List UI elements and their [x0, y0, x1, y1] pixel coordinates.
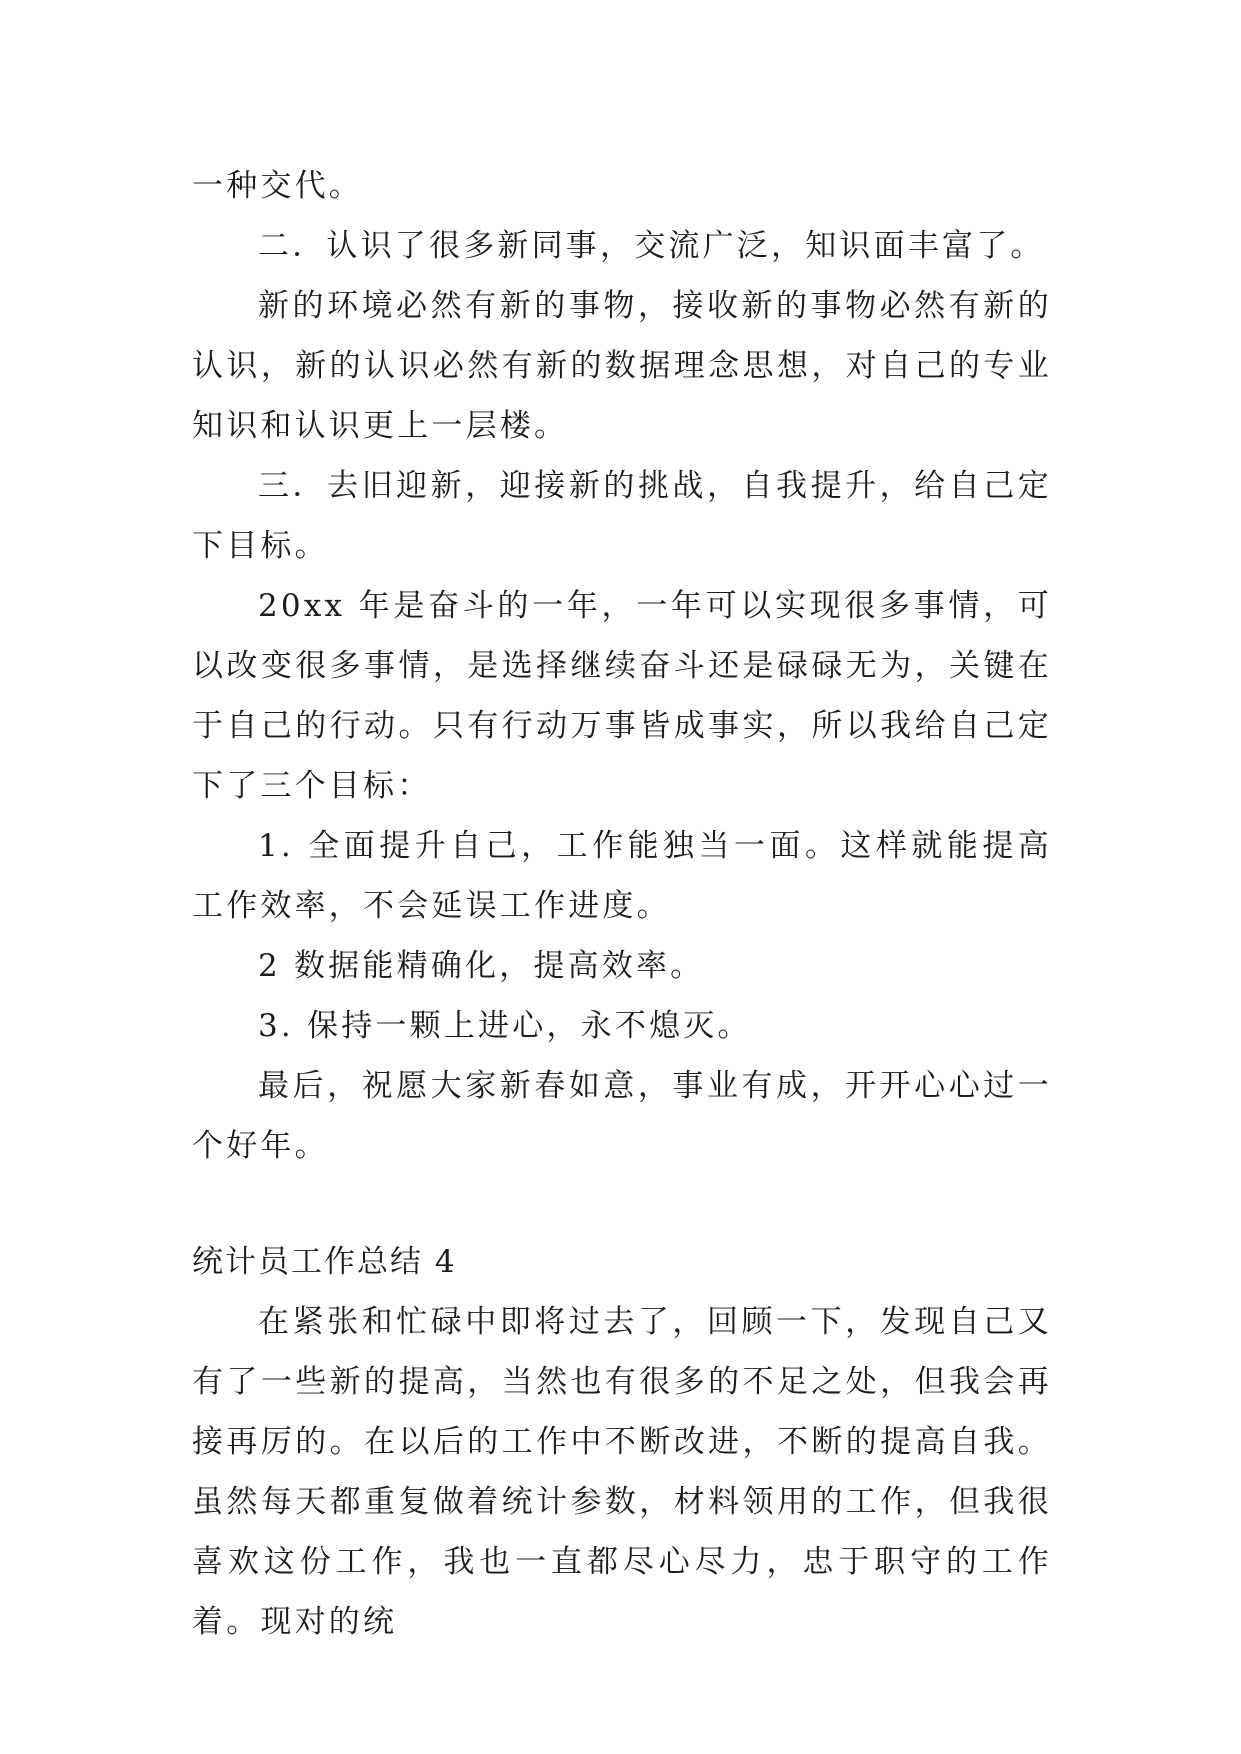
paragraph: 新的环境必然有新的事物，接收新的事物必然有新的认识，新的认识必然有新的数据理念思想，对自己的专业知识和认识更上一层楼。: [192, 288, 1052, 444]
paragraph: 20xx 年是奋斗的一年，一年可以实现很多事情，可以改变很多事情，是选择继续奋斗还是碌碌无为，关键在于自己的行动。只有行动万事皆成事实，所以我给自己定下了三个目标：: [192, 588, 1052, 804]
paragraph: 一种交代。: [192, 168, 363, 204]
paragraph: 三．去旧迎新，迎接新的挑战，自我提升，给自己定下目标。: [192, 468, 1052, 564]
paragraph: 二．认识了很多新同事，交流广泛，知识面丰富了。: [258, 228, 1045, 264]
section-spacer: [192, 1176, 1052, 1232]
paragraph: 1. 全面提升自己，工作能独当一面。这样就能提高工作效率，不会延误工作进度。: [192, 828, 1052, 924]
paragraph: 3. 保持一颗上进心，永不熄灭。: [258, 1008, 752, 1044]
paragraph: 在紧张和忙碌中即将过去了，回顾一下，发现自己又有了一些新的提高，当然也有很多的不足之处，但我会再接再厉的。在以后的工作中不断改进，不断的提高自我。虽然每天都重复做着统计参数，材料领用的工作，但我很喜欢这份工作，我也一直都尽心尽力，忠于职守的工作着。现对的统: [192, 1304, 1052, 1640]
paragraph: 2 数据能精确化，提高效率。: [258, 948, 705, 984]
document-body: [192, 156, 1052, 1652]
section-title: 统计员工作总结 4: [192, 1244, 457, 1280]
paragraph: 最后，祝愿大家新春如意，事业有成，开开心心过一个好年。: [192, 1068, 1052, 1164]
